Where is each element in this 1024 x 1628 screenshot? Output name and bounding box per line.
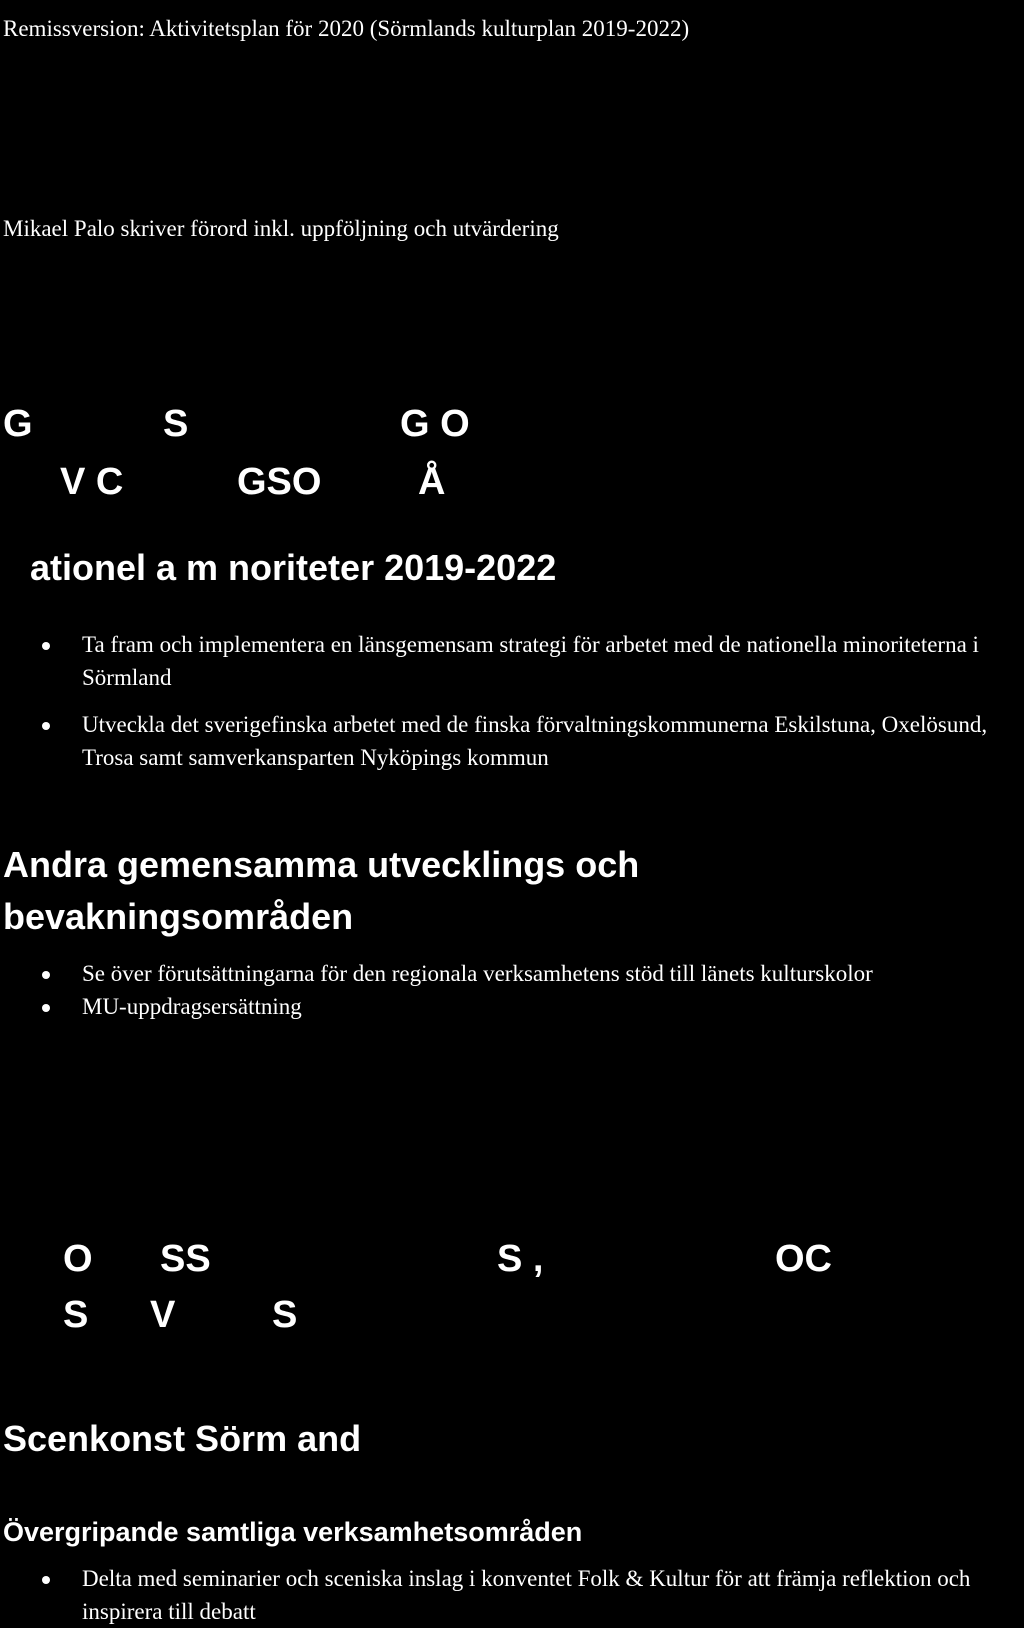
fragment-text: GSO xyxy=(237,461,322,503)
fragment-text: Å xyxy=(418,461,446,503)
bullet-list-scenkonst xyxy=(0,1562,1000,1628)
running-title: Remissversion: Aktivitetsplan för 2020 (Sörmlands kulturplan 2019-2022) xyxy=(3,16,690,41)
list-item-text: Ta fram och implementera en länsgemensam strategi för arbetet med de nationella minoriteterna i Sörmland xyxy=(82,632,979,690)
fragment-text: OC xyxy=(775,1238,832,1280)
bullet-icon xyxy=(42,722,50,730)
fragment-text: V C xyxy=(60,461,124,503)
fragment-text: S xyxy=(163,403,189,445)
fragment-text: S , xyxy=(497,1238,544,1280)
list-item xyxy=(0,708,1000,774)
list-item-text: MU-uppdragsersättning xyxy=(82,994,302,1019)
list-item xyxy=(0,990,1020,1023)
subheading-overgripande: Övergripande samtliga verksamhetsområden xyxy=(3,1517,583,1547)
section-heading-scenkonst: Scenkonst Sörm and xyxy=(3,1418,362,1459)
fragment-text: V xyxy=(150,1294,176,1336)
section-heading-minorities: ationel a m noriteter 2019-2022 xyxy=(30,547,557,588)
fragment-text: O xyxy=(63,1238,93,1280)
bullet-list-other xyxy=(0,957,1020,1023)
fragment-text: G xyxy=(3,403,33,445)
bullet-icon xyxy=(42,1576,50,1584)
bullet-icon xyxy=(42,642,50,650)
bullet-icon xyxy=(42,971,50,979)
bullet-list-minorities xyxy=(0,628,1000,774)
section-heading-other-line1: Andra gemensamma utvecklings och xyxy=(3,844,640,885)
list-item-text: Se över förutsättningarna för den regionala verksamhetens stöd till länets kulturskolor xyxy=(82,961,873,986)
list-item xyxy=(0,628,1000,694)
fragment-text: S xyxy=(272,1294,298,1336)
intro-note: Mikael Palo skriver förord inkl. uppföljning och utvärdering xyxy=(3,216,559,241)
list-item xyxy=(0,1562,1000,1628)
fragment-text: S xyxy=(63,1294,89,1336)
fragment-text: G O xyxy=(400,403,470,445)
list-item-text: Utveckla det sverigefinska arbetet med de finska förvaltningskommunerna Eskilstuna, Oxelösund, Trosa samt samverkansparten Nyköpings kommun xyxy=(82,712,988,770)
list-item-text: Delta med seminarier och sceniska inslag i konventet Folk & Kultur för att främja reflektion och inspirera till debatt xyxy=(82,1566,971,1624)
section-heading-other-line2: bevakningsområden xyxy=(3,896,354,937)
fragment-text: SS xyxy=(160,1238,211,1280)
bullet-icon xyxy=(42,1004,50,1012)
list-item xyxy=(0,957,1020,990)
